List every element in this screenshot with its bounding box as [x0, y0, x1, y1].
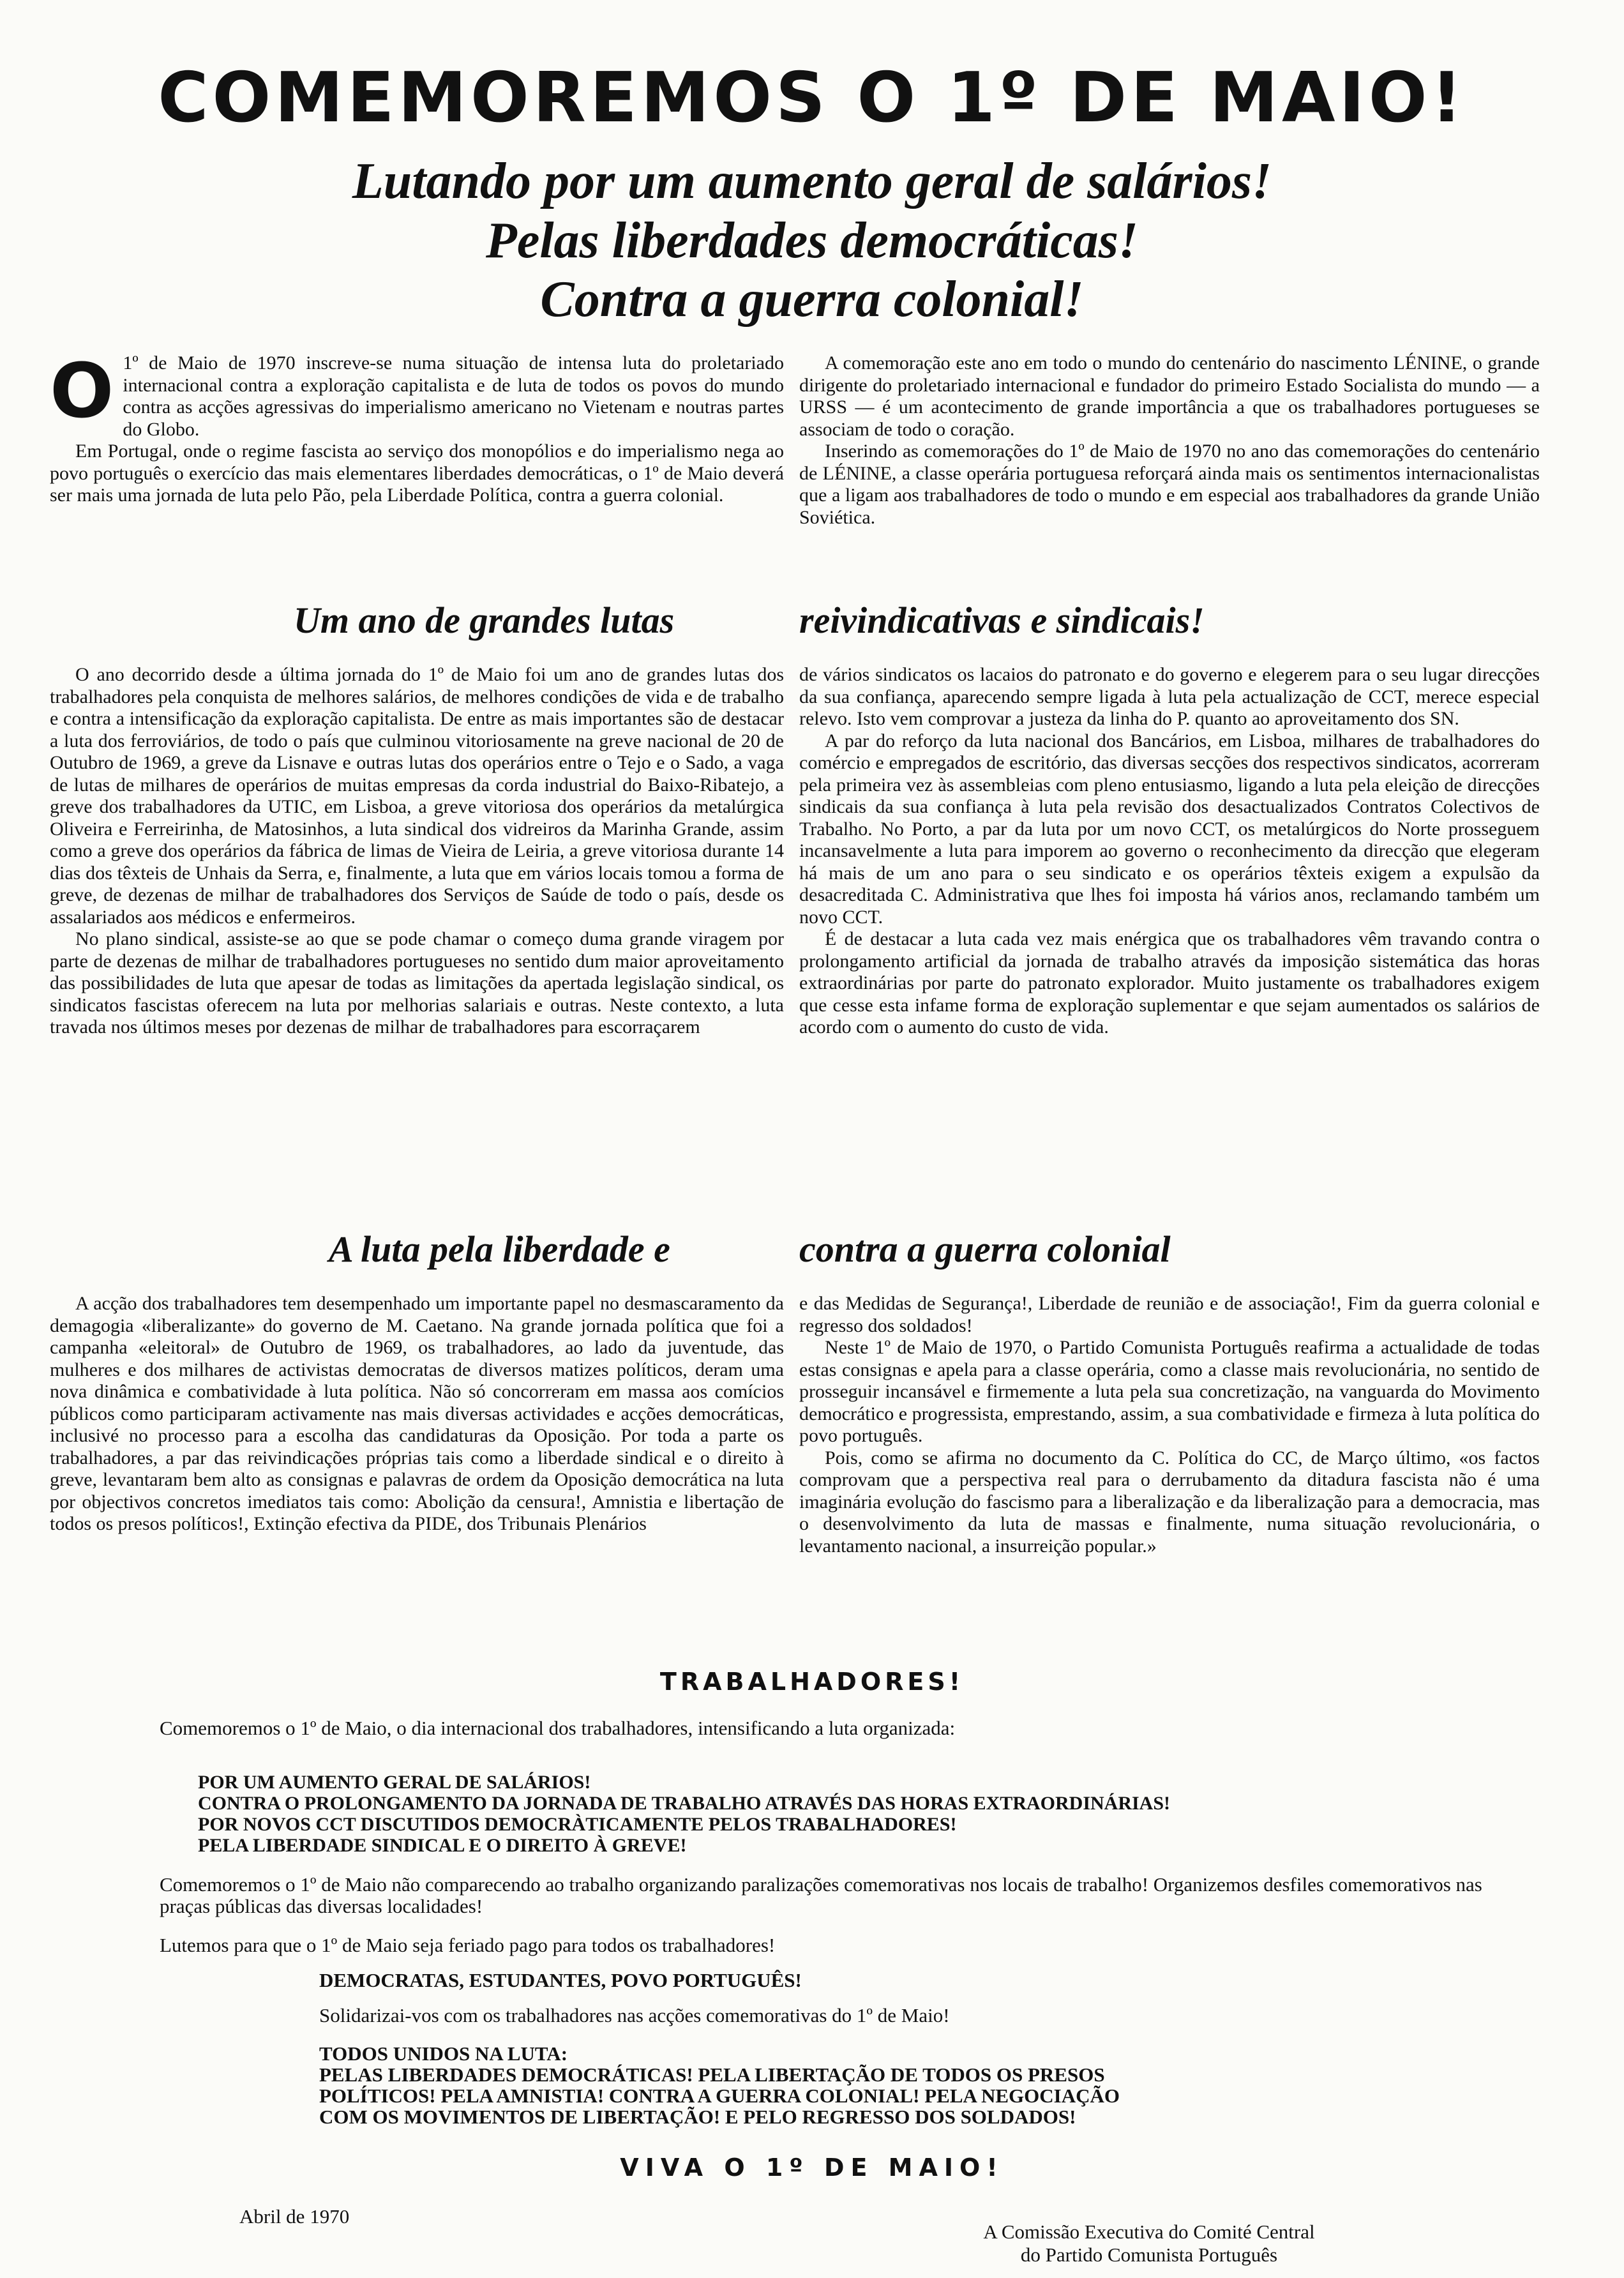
section-2-right-column: [799, 1293, 1540, 1557]
date-line: Abril de 1970: [239, 2205, 350, 2228]
intro-left-paragraph-1: 1º de Maio de 1970 inscreve-se numa situação de intensa luta do proletariado internacional contra a exploração capitalista e de luta de todos os povos do mundo contra as acções agressivas do imperialismo americano no Vietenam e noutras partes do Globo.: [123, 352, 784, 440]
commemoration-paragraph: Comemoremos o 1º de Maio não comparecendo ao trabalho organizando paralizações comemorativas nos locais de trabalho! Organizemos desfiles comemorativos nas praças públicas das diversas localidades!: [160, 1873, 1482, 1917]
section-2-heading-right: contra a guerra colonial: [799, 1228, 1171, 1270]
subtitle-salaries: Lutando por um aumento geral de salários!: [352, 153, 1272, 209]
section-1-left-paragraph-1: O ano decorrido desde a última jornada do 1º de Maio foi um ano de grandes lutas dos trabalhadores pela conquista de melhores salários, de melhores condições de vida e de trabalho e contra a intensificação da exploração capitalista. De entre as mais importantes são de destacar a luta dos ferroviários, de todo o país que culminou vitoriosamente na greve nacional de 20 de Outubro de 1969, a greve da Lisnave e outras lutas dos operários entre o Tejo e o Sado, a vaga de lutas de milhares de operários de muitas empresas da cordа industrial do Baixo-Ribatejo, a greve dos trabalhadores da UTIC, em Lisboa, a greve vitoriosa dos operários da metalúrgica Oliveira e Ferreirinha, de Matosinhos, a luta sindical dos vidreiros da Marinha Grande, assim como a greve dos operários da fábrica de limas de Vieira de Leiria, a greve vitoriosa durante 14 dias dos têxteis de Unhais da Serra, e, finalmente, a luta que em vários locais tomou a forma de greve, de dezenas de milhar de trabalhadores dos Serviços de Saúde de todo o país, desde os assalariados aos médicos e enfermeiros.: [50, 664, 784, 928]
intro-right-paragraph-2: Inserindo as comemorações do 1º de Maio de 1970 no ano das comemorações do centenário de LÉNINE, a classe operária portuguesa reforçará ainda mais os sentimentos internacionalistas que a ligam aos trabalhadores de todo o mundo e em especial aos trabalhadores da grande União Soviética.: [799, 441, 1540, 528]
intro-right-paragraph-1: A comemoração este ano em todo o mundo do centenário do nascimento LÉNINE, o grande dirigente do proletariado internacional e fundador do primeiro Estado Socialista do mundo — a URSS — é um acontecimento de grande importância a que os trabalhadores portugueses se associam de todo o coração.: [799, 352, 1540, 440]
slogan-union-freedom: PELA LIBERDADE SINDICAL E O DIREITO À GREVE!: [198, 1835, 687, 1856]
section-2-right-paragraph-2: Neste 1º de Maio de 1970, o Partido Comunista Português reafirma a actualidade de todas estas consignas e apela para a classe operária, como a classe mais revolucionária, no sentido de prosseguir incansável e firmemente a luta pela sua concretização, na vanguarda do Movimento democrático e progressista, emprestando, assim, a sua combatividade e firmeza à luta política do povo português.: [799, 1337, 1540, 1446]
section-1-right-paragraph-1: de vários sindicatos os lacaios do patronato e do governo e elegerem para o seu lugar direcções da sua confiança, aparecendo sempre ligada à luta pela actualização de CCT, merece especial relevo. Isto vem comprovar a justeza da linha do P. quanto ao aproveitamento dos SN.: [799, 664, 1540, 729]
section-2-left-paragraph-1: A acção dos trabalhadores tem desempenhado um importante papel no desmascaramento da demagogia «liberalizante» do governo de M. Caetano. Na grande jornada política que foi a campanha «eleitoral» de Outubro de 1969, os trabalhadores, ao lado da juventude, das mulheres e dos milhares de activistas democratas de diversos matizes políticos, deram uma nova dinâmica e combatividade à luta política. Não só concorreram em massa aos comícios públicos como participaram activamente nas mais diversas actividades e acções democráticas, inclusivé no processo para a escolha das candidaturas da Oposição. Por toda a parte os trabalhadores, a par das reivindicações próprias tais como a liberdade sindical e o direito à greve, levantaram bem alto as consignas e palavras de ordem da Oposição democrática na luta por objectivos concretos imediatos tais como: Abolição da censura!, Amnistia e libertação de todos os presos políticos!, Extinção efectiva da PIDE, dos Tribunais Plenários: [50, 1293, 784, 1534]
united-line-2: PELAS LIBERDADES DEMOCRÁTICAS! PELA LIBERTAÇÃO DE TODOS OS PRESOS: [319, 2063, 1105, 2086]
section-1-right-column: [799, 664, 1540, 1039]
section-2-right-paragraph-3: Pois, como se afirma no documento da C. Política do CC, de Março último, «os factos comprovam que a perspectiva real para o derrubamento da ditadura fascista não é uma imaginária evolução do fascismo para a liberalização e da liberalização para a democracia, mas o desenvolvimento da luta de massas e finalmente, numa situação revolucionária, o levantamento nacional, a insurreição popular.»: [799, 1447, 1540, 1557]
slogan-cct: POR NOVOS CCT DISCUTIDOS DEMOCRÀTICAMENTE PELOS TRABALHADORES!: [198, 1814, 957, 1835]
workers-heading: TRABALHADORES!: [659, 1668, 965, 1696]
slogan-salaries: POR UM AUMENTO GERAL DE SALÁRIOS!: [198, 1772, 591, 1793]
subtitle-colonial-war: Contra a guerra colonial!: [540, 271, 1084, 328]
section-1-heading-right: reivindicativas e sindicais!: [799, 600, 1205, 641]
section-2-left-column: [50, 1293, 784, 1535]
section-1-left-column: [50, 664, 784, 1039]
section-1-right-paragraph-2: A par do reforço da luta nacional dos Bancários, em Lisboa, milhares de trabalhadores do comércio e empregados de escritório, das diversas secções dos respectivos sindicatos, acorreram pela primeira vez às assembleias com pleno entusiasmo, ligando a luta pela eleição de direcções sindicais da sua confiança à luta pela revisão dos desactualizados Contratos Colectivos de Trabalho. No Porto, a par da luta por um novo CCT, os metalúrgicos do Norte prosseguem incansavelmente a luta para imporem ao governo o reconhecimento da direcção que elegeram há mais de um ano para o seu sindicato e os operários têxteis exigem a expulsão da desacreditada C. Administrativa que lhes foi imposta há vários anos, reclamando também um novo CCT.: [799, 730, 1540, 928]
subtitle-liberties: Pelas liberdades democráticas!: [485, 213, 1139, 269]
united-line-4: COM OS MOVIMENTOS DE LIBERTAÇÃO! E PELO REGRESSO DOS SOLDADOS!: [319, 2106, 1076, 2128]
viva-line: VIVA O 1º DE MAIO!: [620, 2154, 1004, 2182]
section-2-right-paragraph-1: e das Medidas de Segurança!, Liberdade de reunião e de associação!, Fim da guerra colonial e regresso dos soldados!: [799, 1293, 1540, 1336]
main-title: COMEMOREMOS O 1º DE MAIO!: [158, 58, 1466, 138]
signature-block: [906, 2221, 1392, 2267]
section-1-left-paragraph-2: No plano sindical, assiste-se ao que se pode chamar o começo duma grande viragem por parte de dezenas de milhar de trabalhadores portugueses no sentido dum maior aproveitamento das possibilidades de luta que apesar de todas as limitações da apertada legislação sindical, os sindicatos fascistas oferecem na luta por melhorias salariais e outras. Neste contexto, a luta travada nos últimos meses por dezenas de milhar de trabalhadores para escorraçarem: [50, 928, 784, 1037]
united-line-3: POLÍTICOS! PELA AMNISTIA! CONTRA A GUERRA COLONIAL! PELA NEGOCIAÇÃO: [319, 2085, 1120, 2107]
intro-right-column: [799, 352, 1540, 529]
slogans-list: [198, 1772, 1170, 1856]
section-1-heading-left: Um ano de grandes lutas: [294, 600, 675, 641]
united-line-1: TODOS UNIDOS NA LUTA:: [319, 2042, 568, 2065]
democrats-call: DEMOCRATAS, ESTUDANTES, POVO PORTUGUÊS!: [319, 1969, 802, 1991]
dropcap: O: [50, 347, 114, 435]
workers-intro-line: Comemoremos o 1º de Maio, o dia internacional dos trabalhadores, intensificando a luta organizada:: [160, 1717, 956, 1739]
intro-left-paragraph-2: Em Portugal, onde o regime fascista ao serviço dos monopólios e do imperialismo nega ao povo português o exercício das mais elementares liberdades democráticas, o 1º de Maio deverá ser mais uma jornada de luta pelo Pão, pela Liberdade Política, contra a guerra colonial.: [50, 441, 784, 506]
signature-line-1: A Comissão Executiva do Comité Central: [983, 2221, 1315, 2243]
signature-line-2: do Partido Comunista Português: [1020, 2244, 1278, 2266]
slogan-working-hours: CONTRA O PROLONGAMENTO DA JORNADA DE TRABALHO ATRAVÉS DAS HORAS EXTRAORDINÁRIAS!: [198, 1793, 1170, 1814]
section-1-right-paragraph-3: É de destacar a luta cada vez mais enérgica que os trabalhadores vêm travando contra o prolongamento artificial da jornada de trabalho através da imposição sistemática das horas extraordinárias por parte do patronato explorador. Muito justamente os trabalhadores exigem que cesse esta infame forma de exploração suplementar e que sejam aumentados os salários de acordo com o aumento do custo de vida.: [799, 928, 1540, 1037]
paid-holiday-paragraph: Lutemos para que o 1º de Maio seja feriado pago para todos os trabalhadores!: [160, 1934, 776, 1956]
solidarity-line: Solidarizai-vos com os trabalhadores nas acções comemorativas do 1º de Maio!: [319, 2004, 950, 2026]
section-2-heading-left: A luta pela liberdade e: [329, 1228, 670, 1270]
intro-left-column: [50, 347, 784, 507]
